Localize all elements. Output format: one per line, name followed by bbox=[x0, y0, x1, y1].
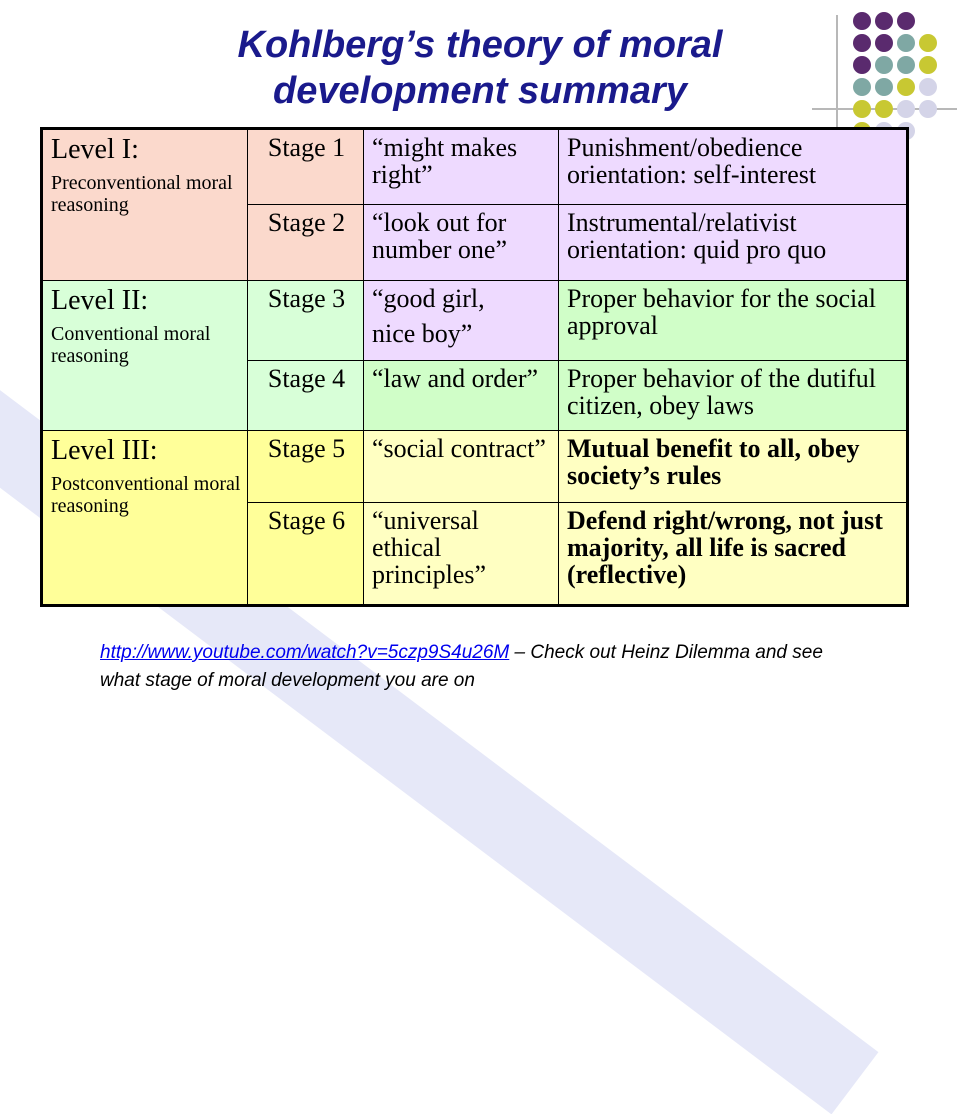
decorative-dot bbox=[853, 100, 871, 118]
decorative-dot bbox=[875, 12, 893, 30]
stage-6-label: Stage 6 bbox=[248, 503, 364, 606]
decorative-dot bbox=[897, 56, 915, 74]
stage-2-orientation: Instrumental/relativist orientation: quid pro quo bbox=[559, 205, 908, 281]
table-row bbox=[42, 129, 908, 205]
decorative-dot bbox=[897, 34, 915, 52]
level-3-name: Level III: bbox=[51, 435, 158, 466]
table-row bbox=[42, 281, 908, 361]
level-2-description: Conventional moral reasoning bbox=[51, 323, 211, 367]
stage-3-motto-line-2: nice boy” bbox=[372, 319, 473, 348]
decorative-dot bbox=[897, 100, 915, 118]
stage-6-orientation: Defend right/wrong, not just majority, all life is sacred (reflective) bbox=[559, 503, 908, 606]
stage-3-orientation: Proper behavior for the social approval bbox=[559, 281, 908, 361]
stage-4-orientation: Proper behavior of the dutiful citizen, obey laws bbox=[559, 361, 908, 431]
footer-text: – Check out Heinz Dilemma and see what stage of moral development you are on bbox=[100, 642, 823, 691]
table-row bbox=[42, 431, 908, 503]
level-1-cell bbox=[42, 129, 248, 281]
decorative-vertical-line bbox=[836, 15, 838, 130]
level-1-description: Preconventional moral reasoning bbox=[51, 172, 233, 216]
stage-5-orientation: Mutual benefit to all, obey society’s rules bbox=[559, 431, 908, 503]
stage-3-motto-line-1: “good girl, bbox=[372, 284, 485, 313]
decorative-dot bbox=[853, 56, 871, 74]
level-3-description: Postconventional moral reasoning bbox=[51, 473, 241, 517]
decorative-dot bbox=[875, 78, 893, 96]
level-1-name: Level I: bbox=[51, 134, 139, 165]
level-3-cell bbox=[42, 431, 248, 606]
decorative-dot bbox=[853, 34, 871, 52]
stage-6-motto: “universal ethical principles” bbox=[364, 503, 559, 606]
stage-5-motto: “social contract” bbox=[364, 431, 559, 503]
decorative-dot bbox=[875, 100, 893, 118]
stage-2-label: Stage 2 bbox=[248, 205, 364, 281]
decorative-dot bbox=[853, 78, 871, 96]
stage-3-motto bbox=[364, 281, 559, 361]
title-line-2: development summary bbox=[273, 70, 687, 112]
stage-1-label: Stage 1 bbox=[248, 129, 364, 205]
footer-note bbox=[100, 639, 860, 695]
stage-2-motto: “look out for number one” bbox=[364, 205, 559, 281]
stage-1-orientation: Punishment/obedience orientation: self-interest bbox=[559, 129, 908, 205]
decorative-dot bbox=[919, 34, 937, 52]
youtube-link[interactable]: http://www.youtube.com/watch?v=5czp9S4u26M bbox=[100, 642, 510, 663]
decorative-dot bbox=[919, 56, 937, 74]
decorative-dot bbox=[897, 78, 915, 96]
stages-table bbox=[40, 127, 909, 607]
decorative-dot bbox=[853, 12, 871, 30]
stage-5-label: Stage 5 bbox=[248, 431, 364, 503]
stage-4-motto: “law and order” bbox=[364, 361, 559, 431]
title-line-1: Kohlberg’s theory of moral bbox=[237, 24, 723, 66]
decorative-dot bbox=[919, 78, 937, 96]
decorative-dot bbox=[875, 56, 893, 74]
decorative-dot bbox=[897, 12, 915, 30]
slide-title bbox=[150, 22, 810, 114]
stage-3-label: Stage 3 bbox=[248, 281, 364, 361]
stage-4-label: Stage 4 bbox=[248, 361, 364, 431]
level-2-name: Level II: bbox=[51, 285, 149, 316]
decorative-dot bbox=[875, 34, 893, 52]
decorative-dot bbox=[919, 100, 937, 118]
stage-1-motto: “might makes right” bbox=[364, 129, 559, 205]
level-2-cell bbox=[42, 281, 248, 431]
